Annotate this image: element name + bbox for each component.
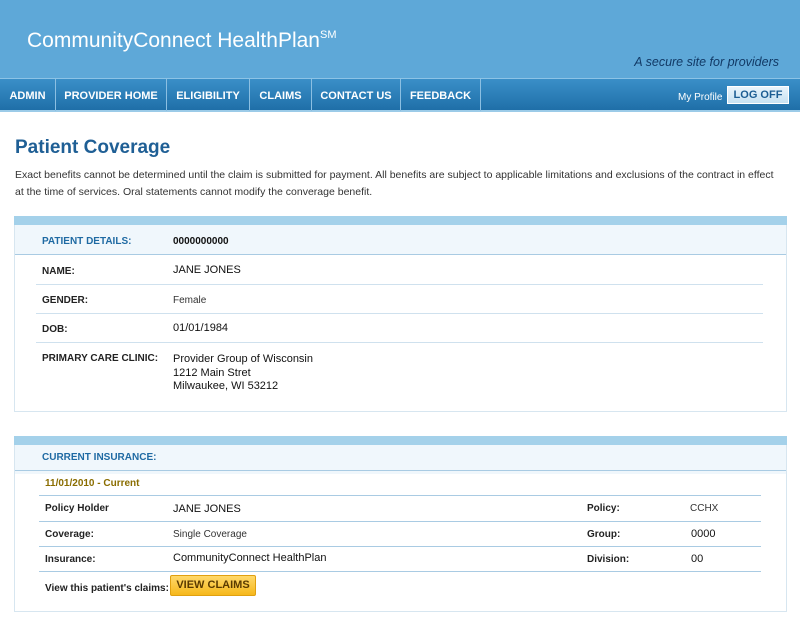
patient-details-panel [14, 216, 787, 412]
divider [39, 495, 761, 496]
insurance-value: CommunityConnect HealthPlan [173, 552, 327, 564]
divider [15, 470, 786, 471]
gender-label: GENDER: [42, 295, 89, 306]
my-profile-link[interactable]: My Profile [678, 92, 723, 103]
name-label: NAME: [42, 266, 75, 277]
nav-provider-home[interactable]: PROVIDER HOME [56, 79, 167, 111]
brand-logo[interactable]: CommunityConnect HealthPlan℠ [27, 29, 337, 52]
panel-top-strip [14, 436, 787, 445]
view-claims-label: View this patient's claims: [45, 583, 169, 594]
coverage-disclaimer: Exact benefits cannot be determined until the claim is submitted for payment. All benefits are subject to applicable limitations and exclusions of the contract in effect at the time of services. Oral statements cannot modify the converage benefit. [15, 169, 774, 198]
patient-id: 0000000000 [173, 236, 229, 247]
dob-label: DOB: [42, 324, 68, 335]
divider [36, 342, 763, 343]
patient-gender: Female [173, 295, 207, 306]
nav-claims[interactable]: CLAIMS [250, 79, 312, 111]
group-value: 0000 [691, 528, 716, 540]
coverage-label: Coverage: [45, 529, 94, 540]
divider [39, 571, 761, 572]
division-label: Division: [587, 554, 630, 565]
divider [15, 254, 786, 255]
page-title: Patient Coverage [15, 137, 171, 158]
clinic-name: Provider Group of Wisconsin [173, 353, 313, 365]
divider [36, 284, 763, 285]
policy-holder-label: Policy Holder [45, 503, 109, 514]
nav-eligibility[interactable]: ELIGIBILITY [167, 79, 250, 111]
nav-admin[interactable]: ADMIN [0, 79, 56, 111]
clinic-city: Milwaukee, WI 53212 [173, 380, 279, 392]
log-off-button[interactable]: LOG OFF [727, 86, 789, 104]
site-tagline: A secure site for providers [634, 55, 779, 69]
clinic-street: 1212 Main Stret [173, 367, 251, 379]
patient-details-label: PATIENT DETAILS: [42, 236, 132, 247]
division-value: 00 [691, 553, 704, 565]
group-label: Group: [587, 529, 621, 540]
site-header [0, 0, 800, 78]
current-insurance-label: CURRENT INSURANCE: [42, 452, 157, 463]
coverage-value: Single Coverage [173, 529, 247, 540]
insurance-label: Insurance: [45, 554, 96, 565]
divider [36, 313, 763, 314]
patient-name: JANE JONES [173, 264, 241, 276]
coverage-date-range: 11/01/2010 - Current [45, 478, 140, 489]
patient-dob: 01/01/1984 [173, 322, 229, 334]
primary-care-clinic-label: PRIMARY CARE CLINIC: [42, 353, 159, 364]
divider [39, 546, 761, 547]
policy-value: CCHX [690, 503, 719, 514]
current-insurance-panel [14, 436, 787, 612]
nav-feedback[interactable]: FEEDBACK [401, 79, 481, 111]
nav-contact-us[interactable]: CONTACT US [312, 79, 401, 111]
panel-top-strip [14, 216, 787, 225]
policy-holder: JANE JONES [173, 503, 241, 515]
view-claims-button[interactable]: VIEW CLAIMS [170, 575, 256, 596]
policy-label: Policy: [587, 503, 620, 514]
divider [39, 521, 761, 522]
